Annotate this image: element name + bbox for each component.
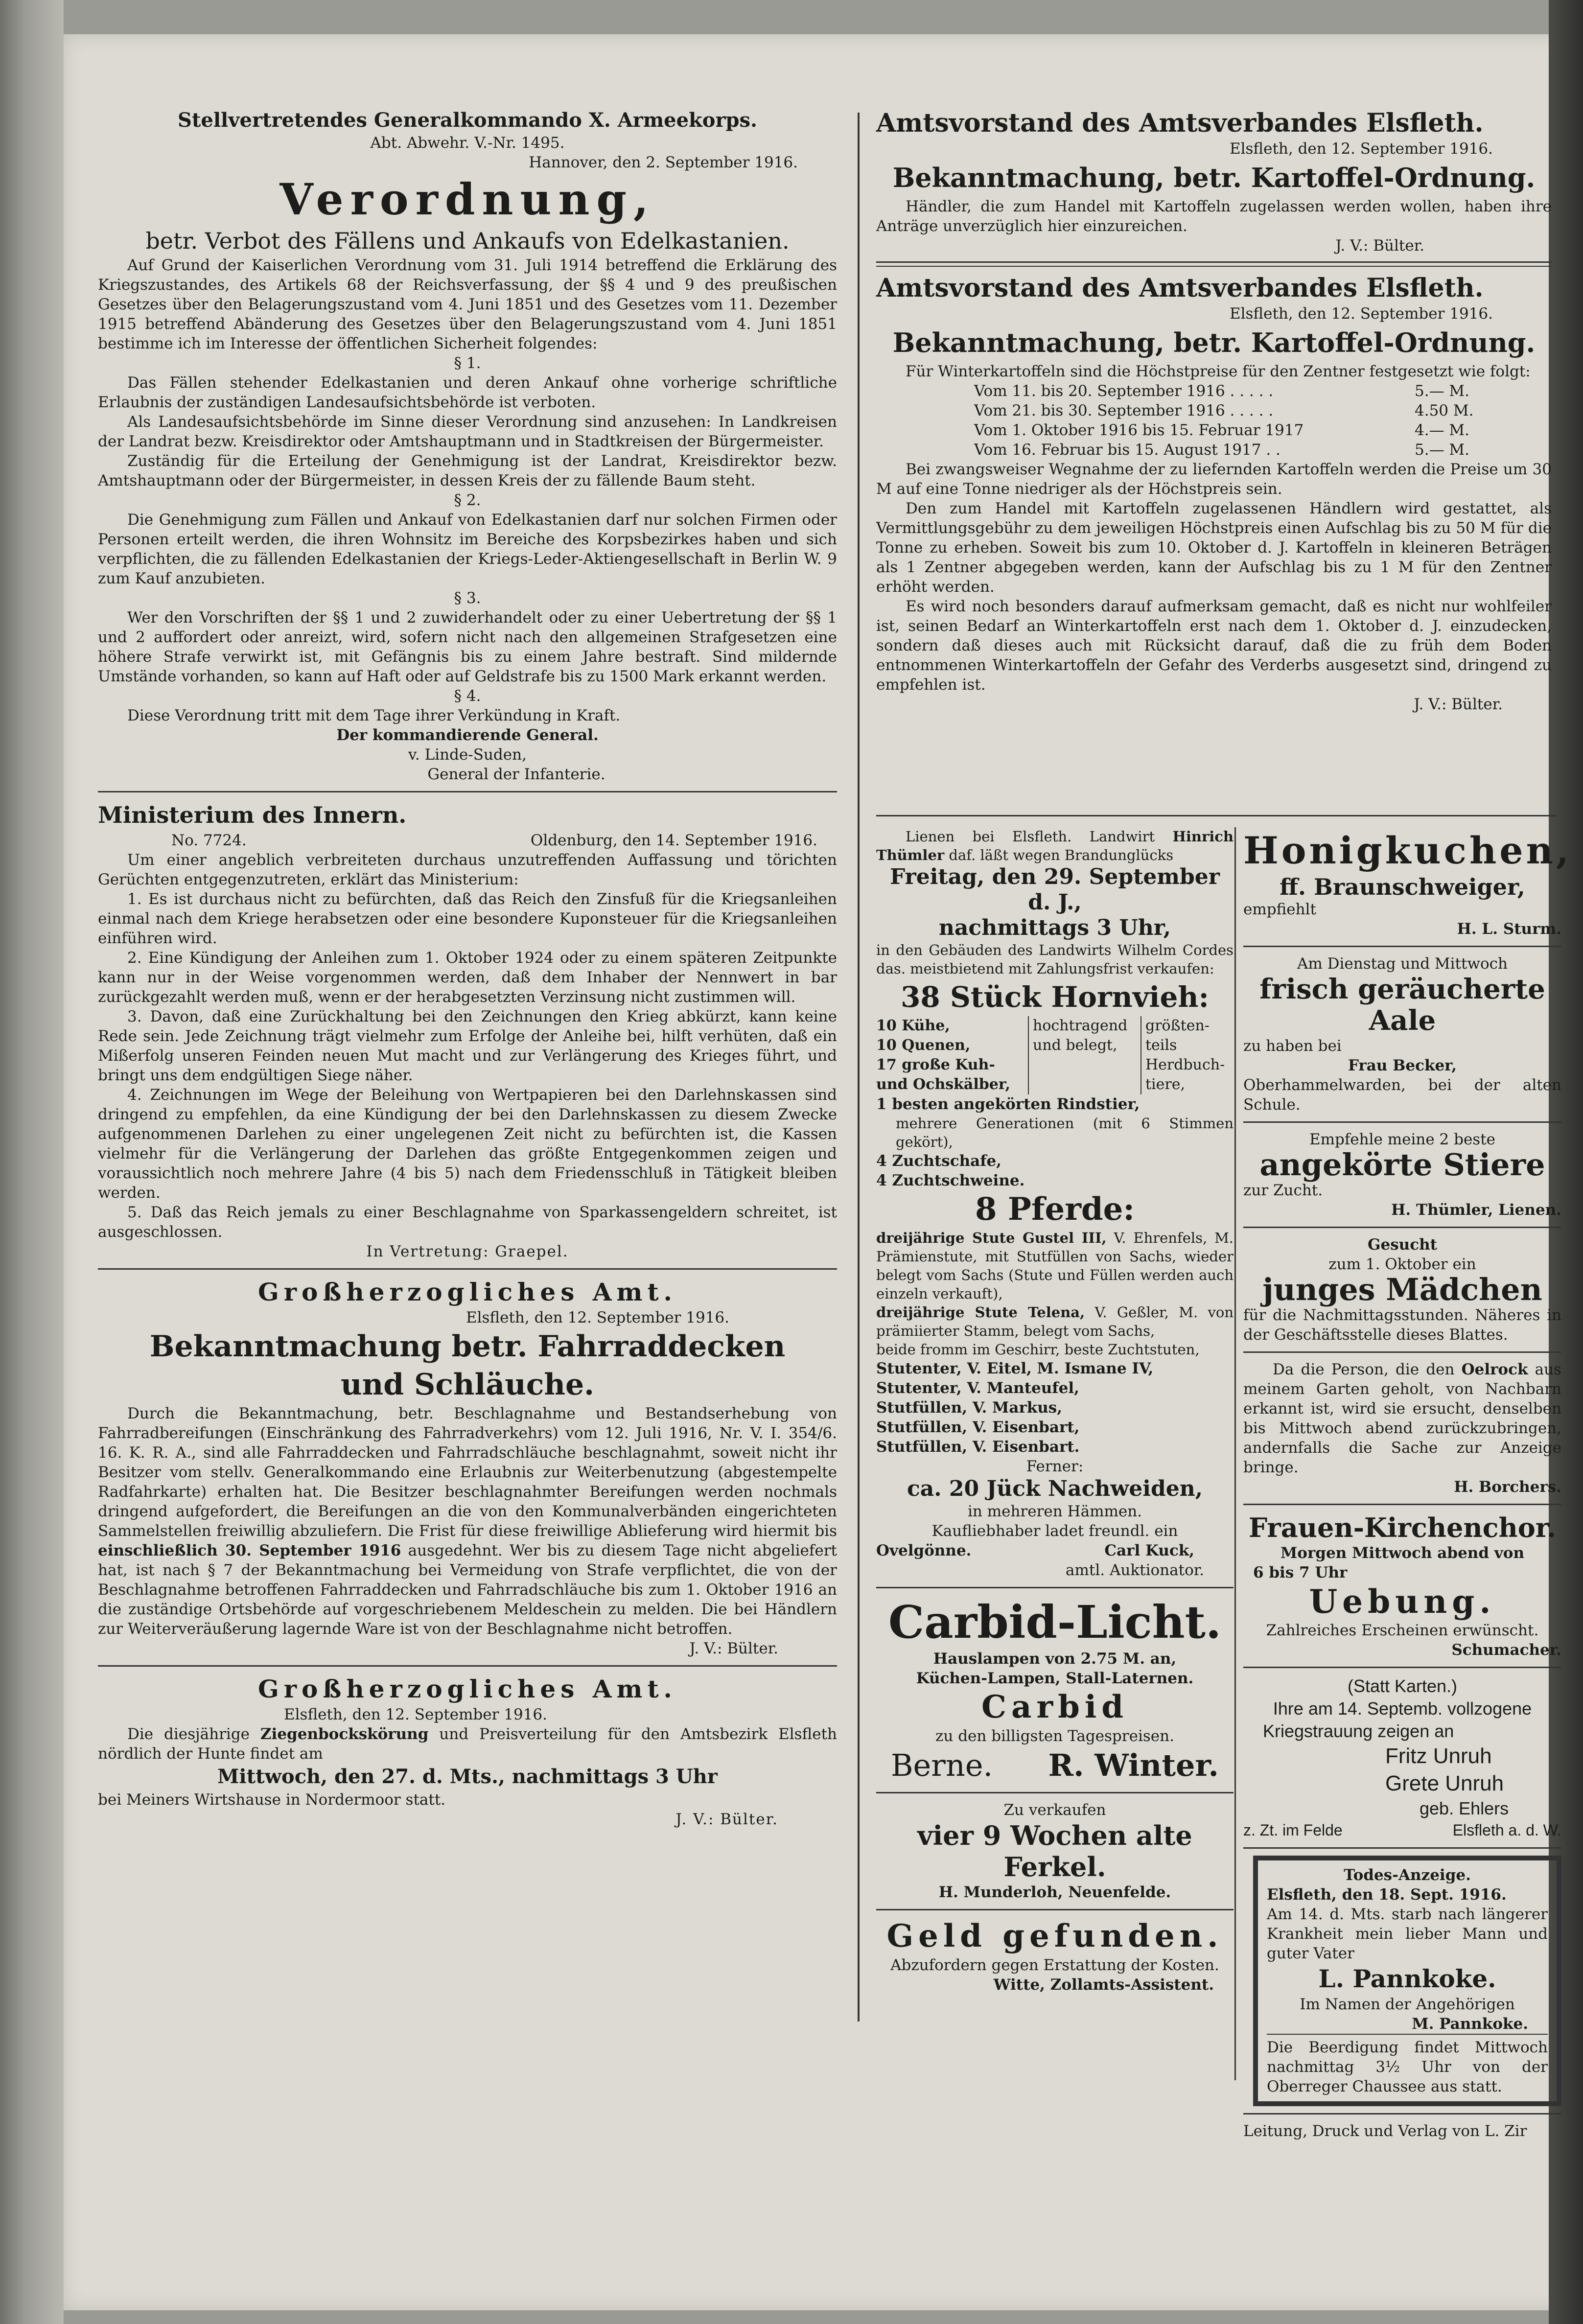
ad-geld — [876, 1917, 1234, 1995]
ad-body: für die Nachmittagsstunden. Näheres in der Geschäftsstelle dieses Blattes. — [1243, 1306, 1561, 1344]
notice-place-date: Hannover, den 2. September 1916. — [529, 154, 798, 171]
paragraph: Es wird noch besonders darauf aufmerksam gemacht, daß es nicht nur wohlfeiler ist, seinen Bedarf an Winterkartoffeln erst nach dem 1. Oktober d. J. einzudecken, sondern daß dieses auch mit Rücksicht darauf, daß die zu früh dem Boden entnommenen Winterkartoffeln der Gefahr des Verderbs ausgesetzt sind, dringend zu empfehlen ist. — [876, 598, 1552, 694]
paragraph: Diese Verordnung tritt mit dem Tage ihrer Verkündung in Kraft. — [127, 707, 621, 724]
list-item: 3. Davon, daß eine Zurückhaltung bei den Zeichnungen den Krieg abkürzt, kann keine Rede sein. Jede Zeichnung trägt vielmehr zum Erfolge der Anleihe bei, hilft verhüten, daß ein Mißerfolg unseren Feinden neuen Mut macht und zur Verlängerung des Krieges führt, und bringt uns dem endgültigen Siege näher. — [98, 1008, 837, 1084]
ad-horse-name: dreijährige Stute Telena, — [876, 1304, 1085, 1321]
section-heading: § 3. — [454, 589, 481, 607]
notice-title: Bekanntmachung, betr. Kartoffel-Ordnung. — [892, 162, 1536, 193]
section-heading: § 2. — [454, 491, 481, 509]
ad-auctioneer-row — [876, 1541, 1234, 1560]
price-period: Vom 16. Februar bis 15. August 1917 . . — [974, 441, 1280, 459]
ad-place: Ovelgönne. — [876, 1542, 972, 1559]
divider — [876, 1909, 1234, 1910]
paragraph: Bei zwangsweiser Wegnahme der zu liefernden Kartoffeln werden die Preise um 30 M auf eine Tonne niedriger als der Höchstpreis sein. — [876, 461, 1552, 498]
notice-verordnung — [98, 108, 837, 784]
ad-cattle-item: 4 Zuchtschafe, — [876, 1152, 1002, 1170]
paragraph: Den zum Handel mit Kartoffeln zugelassenen Händlern wird gestattet, als Vermittlungsgebühr zu dem jeweiligen Höchstpreis einen Aufschlag bis zu 50 M für die Tonne zu erheben. Soweit bis zum 10. Oktober d. J. Kartoffeln in kleineren Beträgen als 1 Zentner abgegeben werden, kann der Aufschlag bis zu 1 M für den Zentner erhöht werden. — [876, 500, 1552, 596]
page-edge-left — [0, 0, 64, 2324]
footer-imprint: Leitung, Druck und Verlag von L. Zir — [1243, 2122, 1527, 2140]
ad-body: Am 14. d. Mts. starb nach längerer Krankheit mein lieber Mann und guter Vater — [1267, 1906, 1548, 1962]
ad-name: M. Pannkoke. — [1412, 2015, 1528, 2033]
ad-body: Die Beerdigung findet Mittwoch nachmittag 3½ Uhr von der Oberreger Chaussee aus statt. — [1267, 2034, 1548, 2096]
notice-header: Amtsvorstand des Amtsverbandes Elsfleth. — [876, 108, 1484, 138]
section-heading: § 1. — [454, 354, 481, 372]
divider — [876, 1792, 1234, 1793]
ad-cattle-note: tiere, — [1145, 1076, 1186, 1093]
ad-title: vier 9 Wochen alte Ferkel. — [917, 1820, 1192, 1882]
ad-cattle-note: und belegt, — [1033, 1037, 1117, 1054]
price-row — [974, 381, 1552, 401]
paragraph: Das Fällen stehender Edelkastanien und deren Ankauf ohne vorherige schriftliche Erlaubnis der zuständigen Landesaufsichtsbehörde ist verboten. — [98, 374, 837, 411]
price-row — [974, 420, 1552, 440]
paragraph: Die Genehmigung zum Fällen und Ankauf von Edelkastanien darf nur solchen Firmen oder Personen erteilt werden, die ihren Wohnsitz im Bereiche des Korpsbezirkes haben und sich verpflichten, die zu fällenden Edelkastanien der Kriegs-Leder-Aktiengesellschaft in Berlin W. 9 zum Kauf anzubieten. — [98, 511, 837, 587]
notice-intro: Um einer angeblich verbreiteten durchaus unzutreffenden Auffassung und törichten Gerüchten entgegenzutreten, erklärt das Ministerium: — [98, 851, 837, 888]
ad-stiere — [1243, 1130, 1561, 1220]
notice-header: Ministerium des Innern. — [98, 802, 407, 828]
ad-cattle-note: Herdbuch- — [1145, 1056, 1225, 1073]
ad-auction — [876, 827, 1234, 1580]
ad-todesanzeige — [1253, 1856, 1561, 2106]
divider — [1243, 1121, 1561, 1123]
ad-kirchenchor — [1243, 1512, 1561, 1660]
ad-cattle-item: 4 Zuchtschweine. — [876, 1172, 1025, 1189]
divider — [876, 815, 1557, 816]
divider — [1243, 1351, 1561, 1353]
ad-seller: Witte, Zollamts-Assistent. — [993, 1976, 1214, 1994]
ad-pre: Empfehle meine 2 beste — [1309, 1131, 1496, 1148]
notice-header: Stellvertretendes Generalkommando X. Armeekorps. — [178, 109, 757, 132]
ad-pre: Zu verkaufen — [1003, 1801, 1106, 1819]
ad-line: Küchen-Lampen, Stall-Laternen. — [916, 1670, 1194, 1687]
ad-horse-item — [876, 1229, 1234, 1303]
ad-horse-note: beide fromm im Geschirr, beste Zuchtstuten, — [876, 1341, 1200, 1358]
notice-body-deadline: einschließlich 30. September 1916 — [98, 1542, 401, 1559]
ad-seller: H. Borchers. — [1454, 1478, 1561, 1496]
price-value: 4.50 M. — [1415, 402, 1474, 419]
divider — [98, 1665, 837, 1667]
paragraph: Wer den Vorschriften der §§ 1 und 2 zuwiderhandelt oder zu einer Uebertretung der §§ 1 und 2 auffordert oder anreizt, wird, sofern nicht nach den allgemeinen Strafgesetzen eine höhere Strafe verwirkt ist, mit Gefängnis bis zu einem Jahre bestraft. Sind mildernde Umstände vorhanden, so kann auf Haft oder auf Geldstrafe bis zu 1500 Mark erkannt werden. — [98, 609, 837, 685]
divider — [1243, 1227, 1561, 1228]
column-right-top — [876, 108, 1552, 714]
signature: J. V.: Bülter. — [675, 1811, 778, 1828]
ad-text: Lienen bei Elsfleth. Landwirt — [906, 828, 1155, 845]
ad-cattle-col — [1028, 1016, 1141, 1094]
ad-big: Uebung. — [1309, 1582, 1496, 1621]
price-period: Vom 21. bis 30. September 1916 . . . . . — [974, 402, 1274, 419]
ad-cattle-table — [876, 1016, 1234, 1094]
ad-pre: zum 1. Oktober ein — [1328, 1255, 1476, 1273]
price-period: Vom 1. Oktober 1916 bis 15. Februar 1917 — [974, 421, 1304, 439]
divider — [1243, 946, 1561, 947]
ad-word: Carbid — [981, 1689, 1128, 1725]
ad-horse-item: Stutfüllen, V. Eisenbart. — [876, 1438, 1080, 1456]
column-right-sub-left — [876, 827, 1234, 1995]
ad-text-bold: Oelrock — [1461, 1361, 1528, 1378]
ad-horse-item: Stutfüllen, V. Markus, — [876, 1399, 1063, 1417]
divider — [876, 261, 1552, 267]
ad-horse-item — [876, 1303, 1234, 1340]
signature: J. V.: Bülter. — [1335, 237, 1424, 255]
ad-cattle-note: teils — [1145, 1037, 1177, 1054]
notice-body: Händler, die zum Handel mit Kartoffeln zugelassen werden wollen, haben ihre Anträge unverzüglich hier einzureichen. — [876, 198, 1552, 235]
price-period: Vom 11. bis 20. September 1916 . . . . . — [974, 382, 1274, 400]
ad-pre: empfiehlt — [1243, 901, 1316, 918]
ad-horses-heading: 8 Pferde: — [975, 1191, 1135, 1228]
ad-body: Abzufordern gegen Erstattung der Kosten. — [890, 1956, 1219, 1974]
ad-title: Carbid-Licht. — [888, 1596, 1222, 1649]
price-value: 5.— M. — [1415, 382, 1470, 400]
ad-seller: H. Thümler, Lienen. — [1391, 1201, 1561, 1219]
notice-title: Bekanntmachung, betr. Kartoffel-Ordnung. — [892, 327, 1536, 358]
signature-title: Der kommandierende General. — [336, 726, 599, 744]
notice-place-date: Elsfleth, den 12. September 1916. — [1229, 140, 1493, 158]
divider — [1243, 2113, 1561, 2115]
notice-body — [98, 1724, 837, 1764]
ad-auctioneer: Carl Kuck, — [1104, 1542, 1194, 1559]
ad-horse-name: dreijährige Stute Gustel III, — [876, 1230, 1107, 1246]
ad-intro — [876, 827, 1234, 864]
ad-line: zu den billigsten Tagespreisen. — [935, 1727, 1174, 1745]
ad-willows-note: in mehreren Hämmen. — [967, 1503, 1142, 1520]
notice-body: bei Meiners Wirtshause in Nordermoor statt. — [98, 1791, 446, 1809]
list-item: 1. Es ist durchaus nicht zu befürchten, daß das Reich den Zinsfuß für die Kriegsanleihen einmal nach dem Kriege herabsetzen oder eine besondere Kuponsteuer für die Kriegsanleihen einführen wird. — [98, 890, 837, 947]
notice-body-text: und Preisverteilung für den Amtsbezirk Elsfleth nördlich der Hunte findet am — [98, 1725, 837, 1763]
ad-cattle-note: hochtragend — [1033, 1017, 1128, 1034]
ad-cattle-item: 10 Quenen, — [876, 1037, 971, 1054]
ad-name: L. Pannkoke. — [1318, 1964, 1496, 1993]
notice-ref: Abt. Abwehr. V.-Nr. 1495. — [370, 134, 565, 152]
divider — [1243, 1504, 1561, 1505]
ad-title: Frauen-Kirchenchor. — [1248, 1512, 1557, 1543]
divider — [1243, 1667, 1561, 1668]
ad-willows: ca. 20 Jück Nachweiden, — [907, 1476, 1203, 1501]
ad-place-date: Elsfleth, den 18. Sept. 1916. — [1267, 1886, 1507, 1904]
list-item: 4. Zeichnungen im Wege der Beleihung von Wertpapieren bei den Darlehnskassen sind dringend zu empfehlen, da eine Kündigung der bei den Darlehnskassen zu diesem Zwecke aufgenommenen Darlehen zu einer ungelegenen Zeit nicht zu befürchten ist, die Kassen vielmehr für die Verlängerung der Darlehen das größte Entgegenkommen zeigen und voraussichtlich noch mehrere Jahre (4 bis 5) nach dem Friedensschluß in Tätigkeit bleiben werden. — [98, 1086, 837, 1202]
price-row — [974, 401, 1552, 420]
ad-line: Ihre am 14. Septemb. vollzogene — [1273, 1698, 1532, 1719]
ad-body: in den Gebäuden des Landwirts Wilhelm Cordes das. meistbietend mit Zahlungsfrist verkaufen: — [876, 942, 1234, 977]
ad-title: Geld gefunden. — [886, 1918, 1223, 1954]
notice-body-bold: Ziegenbockskörung — [260, 1725, 429, 1743]
ad-line: Zahlreiches Erscheinen erwünscht. — [1266, 1622, 1539, 1639]
paragraph: Zuständig für die Erteilung der Genehmigung ist der Landrat, Kreisdirektor bezw. Amtshauptmann oder der Bürgermeister, in dessen Kreis der zu fällende Baum steht. — [98, 452, 837, 489]
ad-pre: Am Dienstag und Mittwoch — [1297, 955, 1508, 973]
notice-kartoffel-2 — [876, 273, 1552, 714]
notice-meta — [98, 831, 837, 850]
notice-fahrrad — [98, 1277, 837, 1658]
ad-carbid — [876, 1595, 1234, 1785]
notice-place-date: Elsfleth, den 12. September 1916. — [284, 1706, 548, 1723]
price-row — [974, 440, 1552, 460]
ad-seller: Frau Becker, — [1348, 1057, 1457, 1074]
ad-line: Morgen Mittwoch abend von — [1280, 1544, 1525, 1562]
signature-name: v. Linde-Suden, — [408, 746, 527, 764]
ad-seller: Schumacher. — [1451, 1641, 1561, 1659]
signature: J. V.: Bülter. — [1414, 696, 1503, 713]
ad-seller: H. Munderloh, Neuenfelde. — [938, 1883, 1171, 1901]
notice-ziegenbock — [98, 1673, 837, 1829]
ad-buyers: Kaufliebhaber ladet freundl. ein — [931, 1522, 1178, 1540]
price-value: 4.— M. — [1415, 421, 1470, 439]
ad-name: Grete Unruh — [1385, 1771, 1504, 1795]
ad-subtitle: ff. Braunschweiger, — [1280, 874, 1525, 900]
ad-horse-item: Stutfüllen, V. Eisenbart, — [876, 1418, 1080, 1436]
ad-text: aus meinem Garten geholt, von Nachbarn erkannt ist, wird sie ersucht, denselben bis Mittwoch abend zurückzubringen, andernfalls die Sache zur Anzeige bringe. — [1243, 1361, 1561, 1476]
notice-body — [98, 1404, 837, 1639]
ad-cattle-item: 17 große Kuh- und Ochskälber, — [876, 1056, 1010, 1093]
ad-cattle-item: 1 besten angekörten Rindstier, — [876, 1095, 1140, 1113]
notice-intro: Für Winterkartoffeln sind die Höchstpreise für den Zentner festgesetzt wie folgt: — [906, 363, 1531, 380]
ad-borchers — [1243, 1360, 1561, 1497]
notice-number: No. 7724. — [171, 832, 247, 849]
ad-seller-name: Hinrich Thümler — [876, 828, 1234, 863]
ad-horse-item: Stutenter, V. Eitel, M. Ismane IV, — [876, 1360, 1154, 1377]
divider — [876, 1587, 1234, 1588]
ad-cattle-heading: 38 Stück Hornvieh: — [901, 980, 1209, 1014]
list-item: 5. Daß das Reich jemals zu einer Beschlagnahme von Sparkassengeldern schreitet, ist ausgeschlossen. — [98, 1204, 837, 1241]
ad-name: Fritz Unruh — [1385, 1744, 1492, 1768]
paragraph: Als Landesaufsichtsbehörde im Sinne dieser Verordnung sind anzusehen: In Landkreisen der Landrat bezw. Kreisdirektor oder Amtshauptmann und in Stadtkreisen der Bürgermeister. — [98, 413, 837, 450]
notice-place-date: Elsfleth, den 12. September 1916. — [1229, 305, 1493, 323]
ad-title: Honigkuchen, — [1243, 829, 1572, 872]
ad-cattle-note: mehrere Generationen (mit 6 Stimmen gekört), — [896, 1115, 1234, 1150]
ad-place: Berne. — [891, 1747, 993, 1783]
ad-line: zur Zucht. — [1243, 1182, 1323, 1199]
ad-honig — [1243, 827, 1572, 939]
notice-subtitle: betr. Verbot des Fällens und Ankaufs von Edelkastanien. — [145, 228, 790, 254]
price-table — [876, 381, 1552, 460]
ad-title: frisch geräucherte Aale — [1259, 973, 1545, 1037]
ad-footer-row — [1243, 1820, 1561, 1840]
ad-seller-row — [876, 1746, 1234, 1785]
signature-rank: General der Infanterie. — [427, 766, 605, 783]
ad-text: Da die Person, die den — [1273, 1361, 1455, 1378]
ad-auctioneer-title: amtl. Auktionator. — [1066, 1561, 1204, 1579]
ad-cattle-col — [1141, 1016, 1229, 1094]
notice-body-text: ausgedehnt. Wer bis zu diesem Tage nicht abgeliefert hat, ist nach § 7 der Bekanntmachung bei Vermeidung von Strafe verpflichtet, die von der Beschlagnahme betroffenen Fahrraddecken und Fahrradschläuche bis zum 1. Oktober 1916 an die zuständige Ortsbehörde auf vorgeschriebenem Meldeschein zu melden. Die bei Händlern zur Weiterveräußerung lagernde Ware ist von der Beschlagnahme nicht betroffen. — [98, 1542, 837, 1638]
notice-header: Großherzogliches Amt. — [258, 1674, 677, 1703]
ad-horse-desc: V. Geßler, M. von prämiierter Stamm, belegt vom Sachs, — [876, 1304, 1234, 1339]
ad-line: zu haben bei — [1243, 1037, 1342, 1055]
ad-title: junges Mädchen — [1262, 1272, 1542, 1307]
signature: In Vertretung: Graepel. — [366, 1243, 569, 1260]
notice-intro: Auf Grund der Kaiserlichen Verordnung vom 31. Juli 1914 betreffend die Erklärung des Kriegszustandes, des Artikels 68 der Reichsverfassung, der §§ 4 und 9 des preußischen Gesetzes über den Belagerungszustand vom 4. Juni 1851 und des Gesetzes vom 11. Dezember 1915 betreffend Abänderung des Gesetzes über den Belagerungszustand vom 4. Juni 1851 bestimme ich im Interesse der öffentlichen Sicherheit folgendes: — [98, 256, 837, 352]
column-left — [98, 108, 837, 1829]
divider — [1243, 1847, 1561, 1849]
ad-name: geb. Ehlers — [1420, 1798, 1509, 1818]
ad-horse-desc: V. Ehrenfels, M. Prämienstute, mit Stutfüllen von Sachs, wieder belegt vom Sachs (Stute und Füllen werden auch einzeln verkauft), — [876, 1230, 1234, 1302]
ad-line: Kriegstrauung zeigen an — [1263, 1721, 1454, 1741]
ad-ferkel — [876, 1800, 1234, 1902]
notice-title: Verordnung, — [279, 174, 655, 225]
divider — [98, 1268, 837, 1270]
notice-header: Amtsvorstand des Amtsverbandes Elsfleth. — [876, 273, 1484, 303]
ad-ferner: Ferner: — [1026, 1458, 1084, 1475]
ad-line: Hauslampen von 2.75 M. an, — [933, 1650, 1177, 1668]
ad-title: angekörte Stiere — [1259, 1147, 1545, 1183]
section-heading: § 4. — [454, 687, 481, 705]
ad-title: Todes-Anzeige. — [1344, 1866, 1471, 1884]
ad-date-line2: nachmittags 3 Uhr, — [938, 915, 1171, 940]
ad-horse-item: Stutenter, V. Manteufel, — [876, 1379, 1079, 1397]
notice-title-line2: und Schläuche. — [340, 1368, 595, 1402]
ad-seller: H. L. Sturm. — [1457, 920, 1561, 938]
ad-maedchen — [1243, 1235, 1561, 1345]
ad-body — [1243, 1360, 1561, 1477]
notice-body-text: Die diesjährige — [127, 1725, 250, 1743]
ad-cattle-note: größten- — [1145, 1017, 1210, 1034]
ad-pre: Gesucht — [1368, 1236, 1437, 1254]
ad-cattle-item: 10 Kühe, — [876, 1017, 950, 1034]
column-divider — [858, 113, 860, 2022]
ad-line: Elsfleth a. d. W. — [1452, 1821, 1561, 1839]
notice-place-date: Elsfleth, den 12. September 1916. — [466, 1309, 729, 1326]
ad-text: daf. läßt wegen Brandunglücks — [949, 847, 1174, 863]
notice-place-date: Oldenburg, den 14. September 1916. — [530, 832, 817, 849]
ad-cattle-col — [876, 1016, 1028, 1094]
ad-pre: (Statt Karten.) — [1347, 1676, 1458, 1696]
price-value: 5.— M. — [1415, 441, 1470, 459]
ad-line: Im Namen der Angehörigen — [1300, 1996, 1515, 2013]
notice-date: Mittwoch, den 27. d. Mts., nachmittags 3 Uhr — [217, 1765, 718, 1788]
ad-line: Oberhammelwarden, bei der alten Schule. — [1243, 1076, 1561, 1114]
notice-body-text: Durch die Bekanntmachung, betr. Beschlagnahme und Bestandserhebung von Fahrradbereifungen (Einschränkung des Fahrradverkehrs) vom 12. Juli 1916, Nr. V. I. 354/6. 16. K. R. A., sind alle Fahrraddecken und Fahrradschläuche beschlagnahmt, soweit nicht ihr Besitzer vom stellv. Generalkommando eine Erlaubnis zur Weiterbenutzung (abgestempelte Radfahrkarte) erhalten hat. Die Besitzer beschlagnahmter Bereifungen werden nochmals dringend aufgefordert, die Bereifungen an die von den Kommunalverbänden eingerichteten Sammelstellen freiwillig abzuliefern. Die Frist für diese freiwillige Ablieferung wird hiermit bis — [98, 1405, 837, 1540]
ad-line: z. Zt. im Felde — [1243, 1821, 1343, 1839]
notice-header: Großherzogliches Amt. — [258, 1278, 677, 1306]
list-item: 2. Eine Kündigung der Anleihen zum 1. Oktober 1924 oder zu einem späteren Zeitpunkte kann nur in der Weise vorgenommen werden, daß dem Inhaber der Nennwert in bar zurückgezahlt werden muß, wenn er der herabgesetzten Verzinsung nicht zustimmen will. — [98, 949, 837, 1006]
ad-aale — [1243, 954, 1561, 1115]
ad-date-line1: Freitag, den 29. September d. J., — [890, 864, 1220, 915]
column-right-sub-right — [1243, 827, 1572, 2141]
column-divider — [1234, 827, 1236, 2080]
signature: J. V.: Bülter. — [689, 1640, 778, 1657]
ad-line: 6 bis 7 Uhr — [1253, 1564, 1348, 1581]
ad-hochzeit — [1243, 1675, 1561, 1840]
ad-seller: R. Winter. — [1048, 1747, 1219, 1783]
divider — [98, 791, 837, 792]
notice-kartoffel-1 — [876, 108, 1552, 256]
notice-title-line1: Bekanntmachung betr. Fahrraddecken — [149, 1329, 786, 1364]
notice-ministerium — [98, 799, 837, 1261]
